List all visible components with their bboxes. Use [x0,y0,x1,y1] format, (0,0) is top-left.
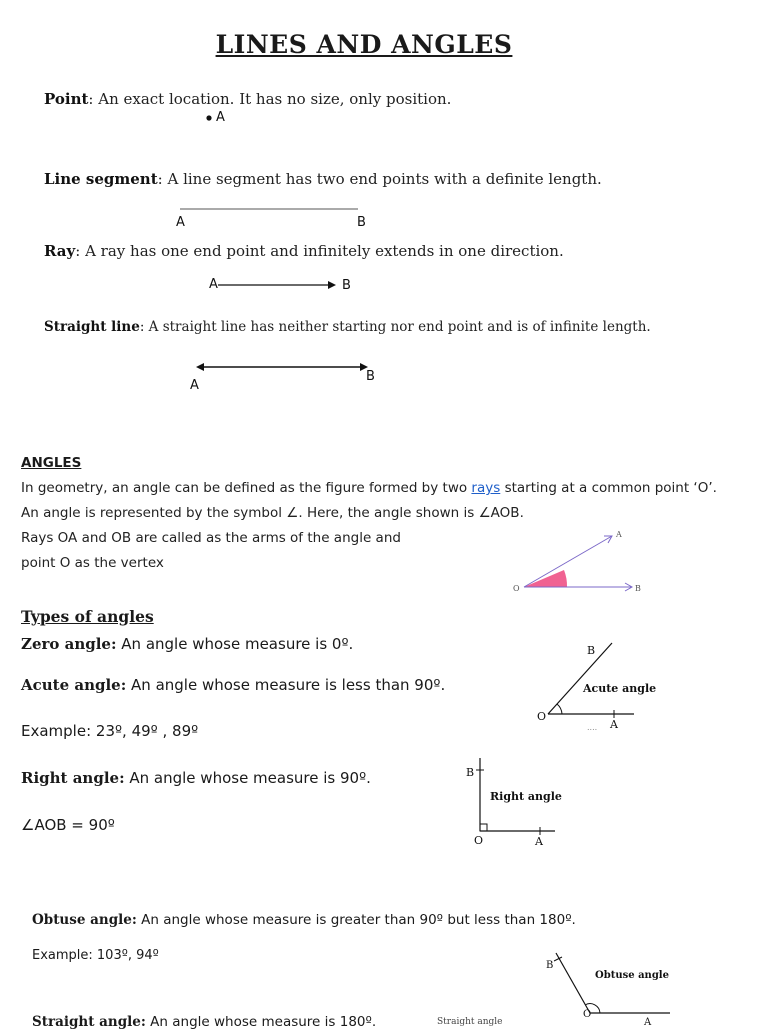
segment-label-b: B [357,215,366,230]
ray-definition [44,242,564,260]
acute-dots: .... [587,723,598,732]
right-angle-term: Right angle: [21,769,125,787]
line-term: Straight line [44,319,140,335]
angles-line-1-before: In geometry, an angle can be defined as the figure formed by two [21,480,472,496]
straight-line-figure [196,360,376,376]
rays-link[interactable]: rays [471,480,501,496]
ray-oa [524,536,612,587]
zero-angle-definition [21,635,353,653]
angles-line-4: point O as the vertex [21,555,164,571]
right-angle-desc: An angle whose measure is 90º. [124,769,371,787]
ray-arrowhead [328,281,336,289]
aob-label-a: A [616,530,622,539]
zero-angle-term: Zero angle: [21,635,117,653]
right-label-b: B [466,766,475,779]
angles-line-1 [21,480,717,496]
obtuse-angle-desc: An angle whose measure is greater than 90º but less than 180º. [136,912,576,928]
acute-angle-example: Example: 23º, 49º , 89º [21,722,199,740]
point-label: A [216,110,225,125]
acute-label-a: A [610,718,618,731]
ray-desc: : A ray has one end point and infinitely extends in one direction. [75,242,564,260]
aob-angle-diagram [510,526,660,598]
straight-angle-term: Straight angle: [32,1014,146,1030]
angles-line-2: An angle is represented by the symbol ∠. Here, the angle shown is ∠AOB. [21,505,524,521]
point-dot [206,115,211,120]
acute-angle-desc: An angle whose measure is less than 90º. [126,676,446,694]
line-label-a: A [190,378,199,393]
right-angle-example: ∠AOB = 90º [21,816,115,834]
right-fig-label: Right angle [490,790,562,803]
aob-label-b: B [635,584,641,593]
acute-angle-term: Acute angle: [21,676,127,694]
acute-fig-label: Acute angle [583,682,657,695]
point-term: Point [44,90,89,108]
obtuse-label-o: O [583,1009,592,1020]
line-arrowhead-left [196,363,204,371]
right-angle-definition [21,769,371,787]
acute-angle-definition [21,676,445,694]
ray-term: Ray [44,242,76,260]
line-label-b: B [366,369,375,384]
segment-desc: : A line segment has two end points with a definite length. [157,170,602,188]
zero-angle-desc: An angle whose measure is 0º. [116,635,354,653]
acute-angle-arc [557,704,562,714]
segment-definition [44,170,602,188]
obtuse-fig-label: Obtuse angle [595,970,669,981]
right-label-a: A [535,835,543,848]
straight-angle-desc: An angle whose measure is 180º. [145,1014,377,1030]
segment-term: Line segment [44,170,158,188]
obtuse-arm-ob [556,953,590,1013]
line-desc: : A straight line has neither starting nor end point and is of infinite length. [139,319,651,335]
line-definition [44,319,651,335]
right-label-o: O [474,834,484,847]
aob-label-o: O [513,584,520,593]
straight-angle-definition [32,1014,376,1030]
ray-label-a: A [209,277,218,292]
straight-fig-label: Straight angle [437,1017,503,1027]
right-angle-square [480,824,487,831]
acute-angle-figure [530,640,670,735]
types-heading: Types of angles [21,607,154,626]
angles-line-3: Rays OA and OB are called as the arms of the angle and [21,530,401,546]
obtuse-angle-term: Obtuse angle: [32,912,137,928]
ray-figure [216,278,346,294]
acute-label-b: B [587,644,596,657]
obtuse-label-b: B [546,960,554,971]
obtuse-label-a: A [644,1017,652,1028]
page-title: LINES AND ANGLES [215,30,513,59]
ray-label-b: B [342,278,351,293]
angle-fill-wedge [524,570,567,587]
obtuse-angle-example: Example: 103º, 94º [32,948,159,963]
angles-line-1-after: starting at a common point ‘O’. [500,480,717,496]
segment-figure [180,204,370,214]
point-definition [44,90,451,108]
obtuse-angle-figure [540,945,680,1028]
acute-label-o: O [537,710,547,723]
angles-heading: ANGLES [21,455,82,471]
acute-arm-ob [548,643,612,714]
segment-label-a: A [176,215,185,230]
point-desc: : An exact location. It has no size, only position. [88,90,452,108]
right-angle-figure [462,755,572,850]
obtuse-angle-definition [32,912,576,928]
